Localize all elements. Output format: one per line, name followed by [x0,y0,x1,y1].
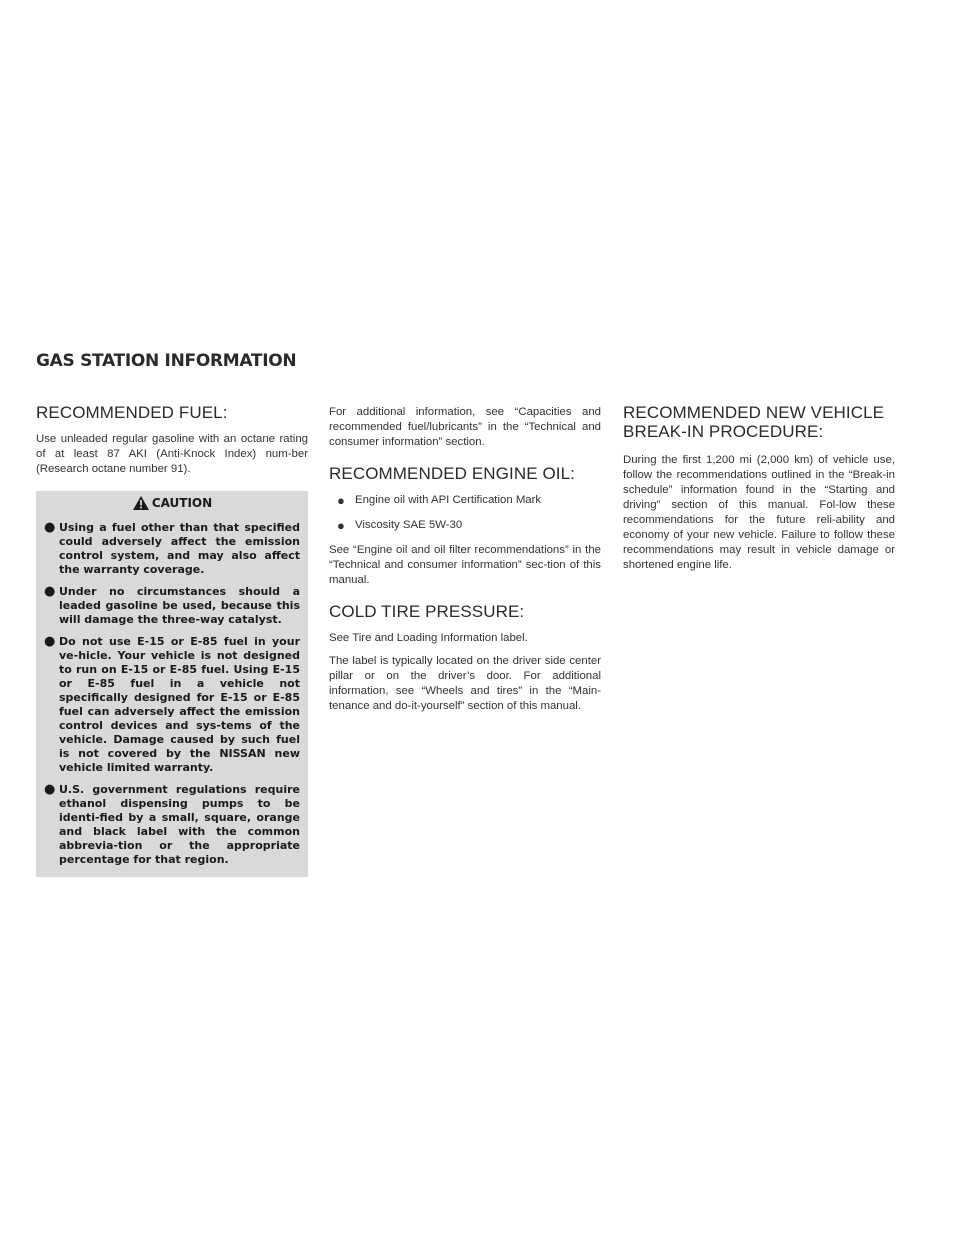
caution-header [44,495,300,511]
bullet-icon: ● [44,520,56,535]
fuel-reference-paragraph: For additional information, see “Capacities and recommended fuel/lubricants” in the “Technical and consumer information” section. [329,406,601,448]
caution-item-text: Under no circumstances should a leaded gasoline be used, because this will damage the three-way catalyst. [59,585,300,626]
list-item [329,518,601,533]
column-oil-tire [329,405,601,722]
heading-break-in [623,403,895,441]
column-break-in [623,403,895,581]
bullet-icon: ● [337,493,345,508]
fuel-paragraph: Use unleaded regular gasoline with an octane rating of at least 87 AKI (Anti-Knock Index) num-ber (Research octane number 91). [36,433,308,475]
tire-paragraph-2: The label is typically located on the driver side center pillar or on the driver’s door. For additional information, see “Wheels and tires” in the “Main-tenance and do-it-yourself” section of this manual. [329,655,601,712]
bullet-icon: ● [44,634,56,649]
column-fuel [36,403,308,877]
list-item [329,493,601,508]
oil-list [329,493,601,533]
bullet-icon: ● [337,518,345,533]
heading-break-in-line1: RECOMMENDED NEW VEHICLE [623,403,885,422]
heading-break-in-line2: BREAK-IN PROCEDURE: [623,422,824,441]
caution-item [44,521,300,577]
caution-item [44,783,300,867]
tire-paragraph-1: See Tire and Loading Information label. [329,632,528,644]
oil-paragraph: See “Engine oil and oil filter recommendations” in the “Technical and consumer information” sec-tion of this manual. [329,544,601,586]
caution-item-text: U.S. government regulations require ethanol dispensing pumps to be identi-fied by a small, square, orange and black label with the common abbrevia-tion or the appropriate percentage for that region. [59,783,300,866]
caution-box [36,491,308,877]
caution-item-text: Using a fuel other than that specified could adversely affect the emission control system, and may also affect the warranty coverage. [59,521,300,576]
caution-label: CAUTION [151,496,213,510]
caution-list [44,521,300,867]
bullet-icon: ● [44,782,56,797]
warning-triangle-icon [132,495,150,511]
oil-item-text: Engine oil with API Certification Mark [355,494,542,506]
section-title: GAS STATION INFORMATION [36,351,297,371]
heading-cold-tire-pressure: COLD TIRE PRESSURE: [329,602,525,621]
bullet-icon: ● [44,584,56,599]
caution-item-text: Do not use E-15 or E-85 fuel in your ve-hicle. Your vehicle is not designed to run on E-15 or E-85 fuel. Using E-15 or E-85 fuel in a vehicle not specifically designed for E-15 or E-85 fuel can adversely affect the emission control devices and sys-tems of the vehicle. Damage caused by such fuel is not covered by the NISSAN new vehicle limited warranty. [59,635,300,774]
heading-recommended-fuel: RECOMMENDED FUEL: [36,403,228,422]
caution-item [44,635,300,775]
break-in-paragraph: During the first 1,200 mi (2,000 km) of vehicle use, follow the recommendations outlined in the “Break-in schedule” information found in the “Starting and driving” section of this manual. Fol-low these recommendations for the future reli-ability and economy of your new vehicle. Failure to follow these recommendations may result in vehicle damage or shortened engine life. [623,454,895,571]
caution-item [44,585,300,627]
oil-item-text: Viscosity SAE 5W-30 [355,519,463,531]
heading-engine-oil: RECOMMENDED ENGINE OIL: [329,464,575,483]
